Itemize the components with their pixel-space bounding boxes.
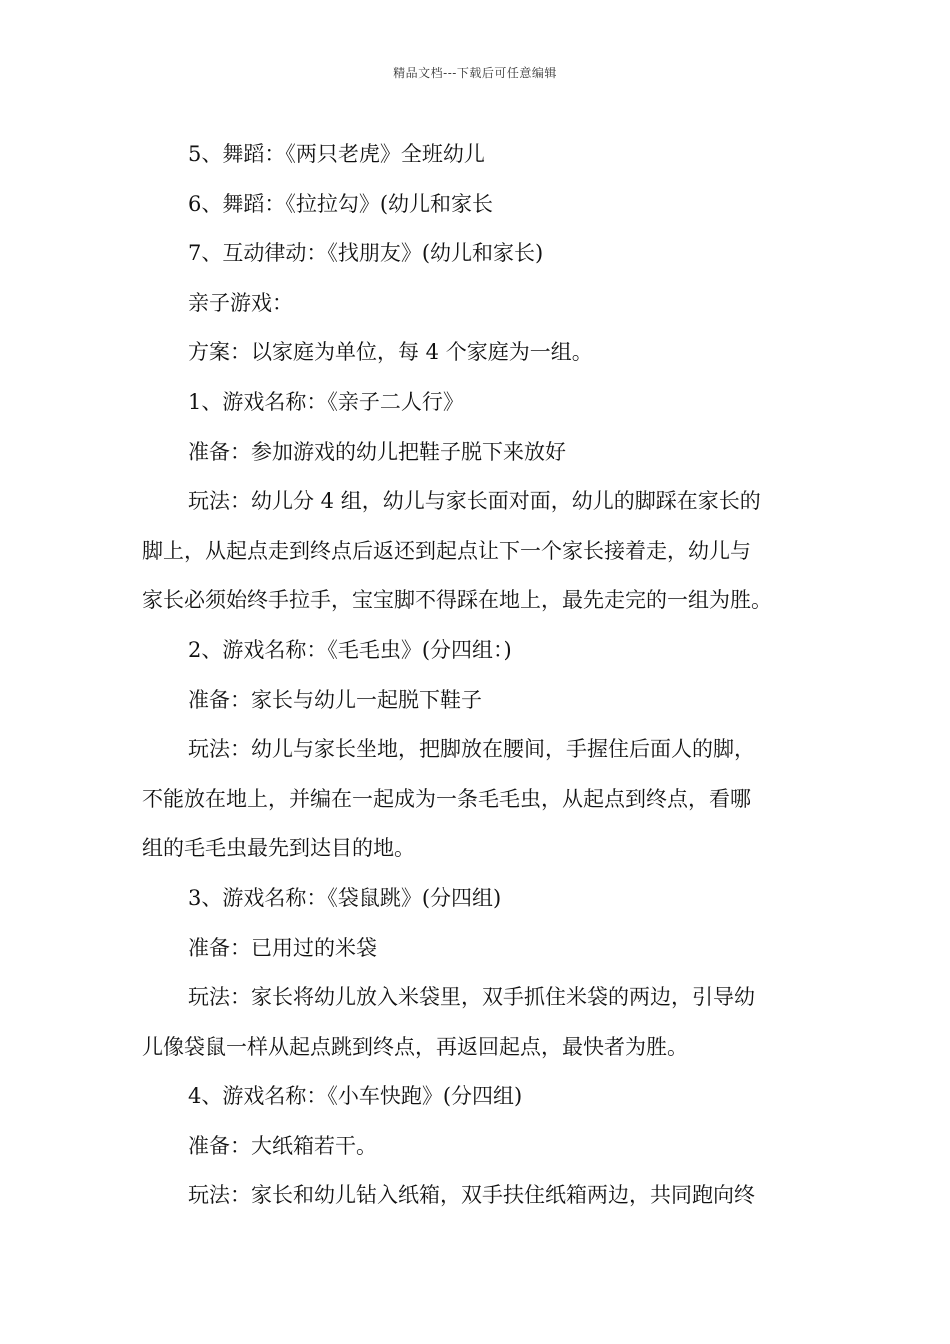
text-line: 准备：已用过的米袋 [188,935,377,960]
text-line: 不能放在地上，并编在一起成为一条毛毛虫，从起点到终点，看哪 [142,786,751,811]
text-line: 玩法：家长将幼儿放入米袋里，双手抓住米袋的两边，引导幼 [188,985,755,1010]
text-line: 儿像袋鼠一样从起点跳到终点，再返回起点，最快者为胜。 [142,1034,688,1059]
text-line: 家长必须始终手拉手，宝宝脚不得踩在地上，最先走完的一组为胜。 [142,588,772,613]
page-header: 精品文档---下载后可任意编辑 [393,66,557,80]
text-line: 玩法：幼儿与家长坐地，把脚放在腰间，手握住后面人的脚， [188,737,755,762]
text-line: 5、舞蹈：《两只老虎》全班幼儿 [188,142,485,166]
game-title: 1、游戏名称：《亲子二人行》 [188,389,464,414]
game-title: 2、游戏名称：《毛毛虫》(分四组：) [188,637,512,662]
text-line: 玩法：家长和幼儿钻入纸箱，双手扶住纸箱两边，共同跑向终 [188,1183,755,1208]
text-line: 脚上，从起点走到终点后返还到起点让下一个家长接着走，幼儿与 [142,538,751,563]
section-heading: 亲子游戏： [188,290,293,315]
text-line: 准备：大纸箱若干。 [188,1133,377,1158]
text-line: 6、舞蹈：《拉拉勾》(幼儿和家长 [188,191,494,216]
text-line: 7、互动律动：《找朋友》(幼儿和家长) [188,241,544,266]
text-line: 准备：家长与幼儿一起脱下鞋子 [188,687,482,712]
document-body [142,130,812,1221]
text-line: 准备：参加游戏的幼儿把鞋子脱下来放好 [188,439,566,464]
text-line: 组的毛毛虫最先到达目的地。 [142,836,415,861]
game-title: 4、游戏名称：《小车快跑》(分四组) [188,1084,523,1109]
game-title: 3、游戏名称：《袋鼠跳》(分四组) [188,885,502,910]
text-line: 方案：以家庭为单位，每 4 个家庭为一组。 [188,340,593,365]
text-line: 玩法：幼儿分 4 组，幼儿与家长面对面，幼儿的脚踩在家长的 [188,489,761,514]
